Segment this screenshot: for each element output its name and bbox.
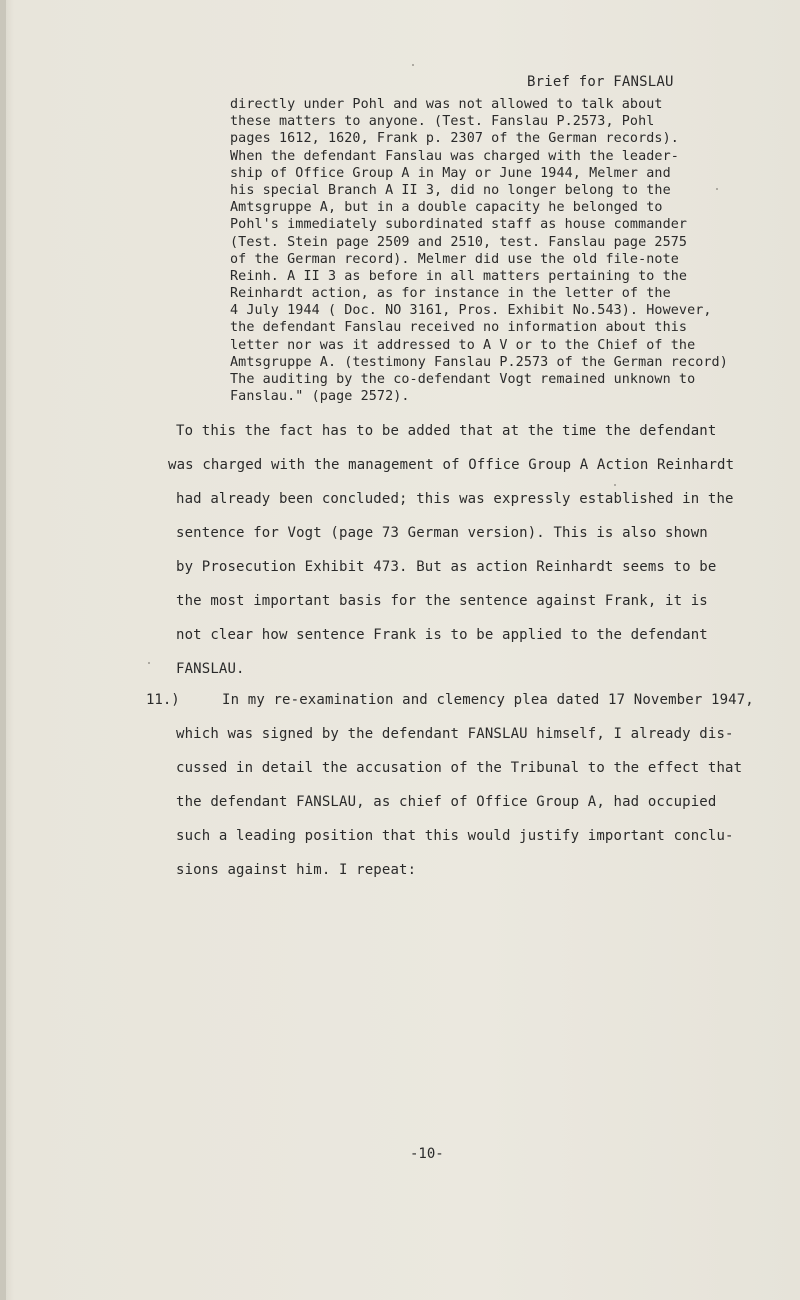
section-line: In my re-examination and clemency plea dated 17 November 1947, xyxy=(222,692,754,708)
quote-line: Reinh. A II 3 as before in all matters pertaining to the xyxy=(230,268,688,284)
quote-line: 4 July 1944 ( Doc. NO 3161, Pros. Exhibit No.543). However, xyxy=(230,303,712,319)
section-line: which was signed by the defendant FANSLAU himself, I already dis- xyxy=(176,726,734,742)
quote-line: directly under Pohl and was not allowed to talk about xyxy=(230,97,663,112)
quote-line: letter nor was it addressed to A V or to the Chief of the xyxy=(230,337,696,353)
paragraph-line: To this the fact has to be added that at the time the defendant xyxy=(176,423,717,439)
paper-speck xyxy=(614,484,616,486)
paper-speck xyxy=(412,64,414,66)
paragraph-line: was charged with the management of Office Group A Action Reinhardt xyxy=(168,457,735,473)
paragraph-line: the most important basis for the sentence against Frank, it is xyxy=(176,593,708,609)
quote-line: ship of Office Group A in May or June 1944, Melmer and xyxy=(230,165,671,181)
quote-line: the defendant Fanslau received no information about this xyxy=(230,320,688,336)
quote-line: pages 1612, 1620, Frank p. 2307 of the German records). xyxy=(230,131,679,147)
paper-speck xyxy=(148,662,150,664)
quote-line: Amtsgruppe A. (testimony Fanslau P.2573 of the German record) xyxy=(230,354,728,370)
page-number: -10- xyxy=(410,1146,444,1162)
quote-line: of the German record). Melmer did use the old file-note xyxy=(230,251,679,267)
paragraph-line: FANSLAU. xyxy=(176,661,245,677)
quote-line: his special Branch A II 3, did no longer belong to the xyxy=(230,182,671,198)
paragraph-line: not clear how sentence Frank is to be applied to the defendant xyxy=(176,627,708,643)
quote-line: When the defendant Fanslau was charged with the leader- xyxy=(230,148,679,164)
section-number: 11.) xyxy=(146,692,180,708)
quote-line: these matters to anyone. (Test. Fanslau P.2573, Pohl xyxy=(230,114,655,130)
quote-line: Pohl's immediately subordinated staff as house commander xyxy=(230,217,688,233)
document-header: Brief for FANSLAU xyxy=(527,74,674,90)
quote-line: The auditing by the co-defendant Vogt remained unknown to xyxy=(230,372,696,387)
quote-line: (Test. Stein page 2509 and 2510, test. Fanslau page 2575 xyxy=(230,234,688,250)
section-line: sions against him. I repeat: xyxy=(176,862,417,878)
quote-line: Reinhardt action, as for instance in the letter of the xyxy=(230,286,671,302)
quote-line: Fanslau." (page 2572). xyxy=(230,389,410,405)
section-line: such a leading position that this would justify important conclu- xyxy=(176,828,734,844)
paragraph-line: had already been concluded; this was expressly established in the xyxy=(176,491,734,507)
section-line: cussed in detail the accusation of the Tribunal to the effect that xyxy=(176,760,743,776)
section-line: the defendant FANSLAU, as chief of Office Group A, had occupied xyxy=(176,794,717,810)
quote-line: Amtsgruppe A, but in a double capacity he belonged to xyxy=(230,200,663,216)
paragraph-line: sentence for Vogt (page 73 German version). This is also shown xyxy=(176,525,708,541)
paper-speck xyxy=(716,188,718,190)
paragraph-line: by Prosecution Exhibit 473. But as action Reinhardt seems to be xyxy=(176,559,717,575)
